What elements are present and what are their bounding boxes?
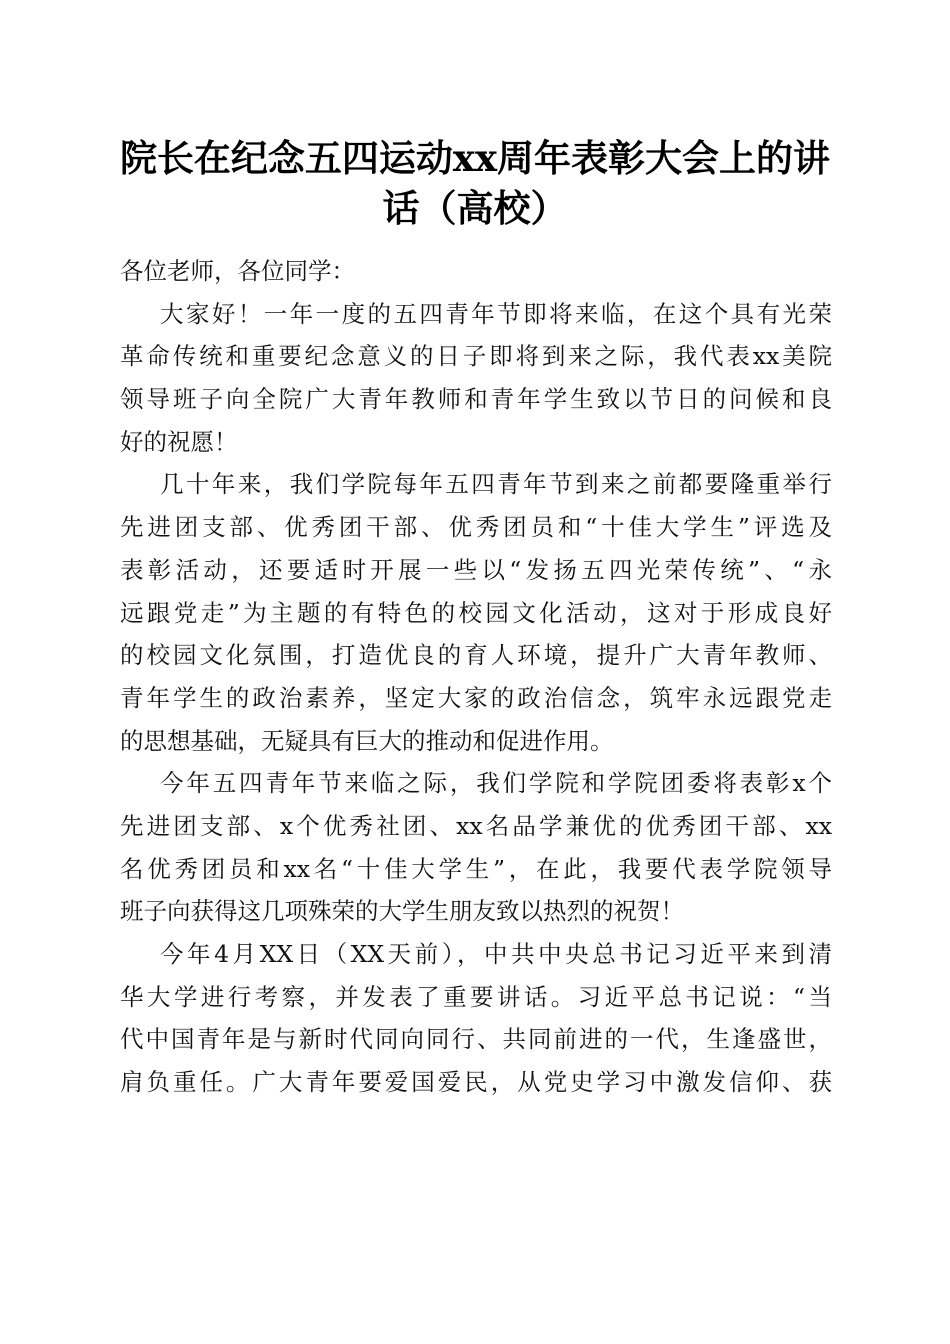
text-line: 代中国青年是与新时代同向同行、共同前进的一代，生逢盛世，: [120, 1025, 832, 1054]
text-line: 名优秀团员和xx名“十佳大学生”，在此，我要代表学院领导: [120, 854, 832, 883]
text-line: 班子向获得这几项殊荣的大学生朋友致以热烈的祝贺！: [120, 897, 684, 926]
text-line: 远跟党走”为主题的有特色的校园文化活动，这对于形成良好: [120, 598, 832, 627]
text-line: 华大学进行考察，并发表了重要讲话。习近平总书记说：“当: [120, 982, 832, 1011]
salutation-paragraph: [120, 250, 832, 293]
text-line: 各位老师，各位同学：: [120, 257, 355, 285]
title-line-2: 话（高校）: [382, 186, 568, 230]
text-line: 表彰活动，还要适时开展一些以“发扬五四光荣传统”、“永: [120, 555, 832, 584]
text-line: 革命传统和重要纪念意义的日子即将到来之际，我代表xx美院: [120, 342, 832, 371]
text-line: 的校园文化氛围，打造优良的育人环境，提升广大青年教师、: [120, 641, 832, 670]
document-title: [110, 133, 840, 233]
paragraph-greeting: [120, 293, 832, 464]
text-line: 先进团支部、x个优秀社团、xx名品学兼优的优秀团干部、xx: [120, 811, 832, 840]
text-line: 大家好！一年一度的五四青年节即将来临，在这个具有光荣: [160, 299, 832, 328]
text-line: 先进团支部、优秀团干部、优秀团员和“十佳大学生”评选及: [120, 513, 832, 542]
paragraph-tradition: [120, 463, 832, 762]
document-body: [120, 250, 832, 1104]
paragraph-speech: [120, 933, 832, 1104]
text-line: 的思想基础，无疑具有巨大的推动和促进作用。: [120, 726, 614, 755]
text-line: 今年五四青年节来临之际，我们学院和学院团委将表彰x个: [160, 769, 832, 798]
title-line-1: 院长在纪念五四运动xx周年表彰大会上的讲: [119, 136, 831, 180]
text-line: 好的祝愿！: [120, 427, 238, 456]
text-line: 几十年来，我们学院每年五四青年节到来之前都要隆重举行: [160, 470, 832, 499]
paragraph-awards: [120, 762, 832, 933]
text-line: 青年学生的政治素养，坚定大家的政治信念，筑牢永远跟党走: [120, 683, 832, 712]
text-line: 肩负重任。广大青年要爱国爱民，从党史学习中激发信仰、获: [120, 1068, 832, 1097]
text-line: 领导班子向全院广大青年教师和青年学生致以节日的问候和良: [120, 385, 832, 414]
text-line: 今年4月XX日（XX天前），中共中央总书记习近平来到清: [160, 940, 832, 968]
